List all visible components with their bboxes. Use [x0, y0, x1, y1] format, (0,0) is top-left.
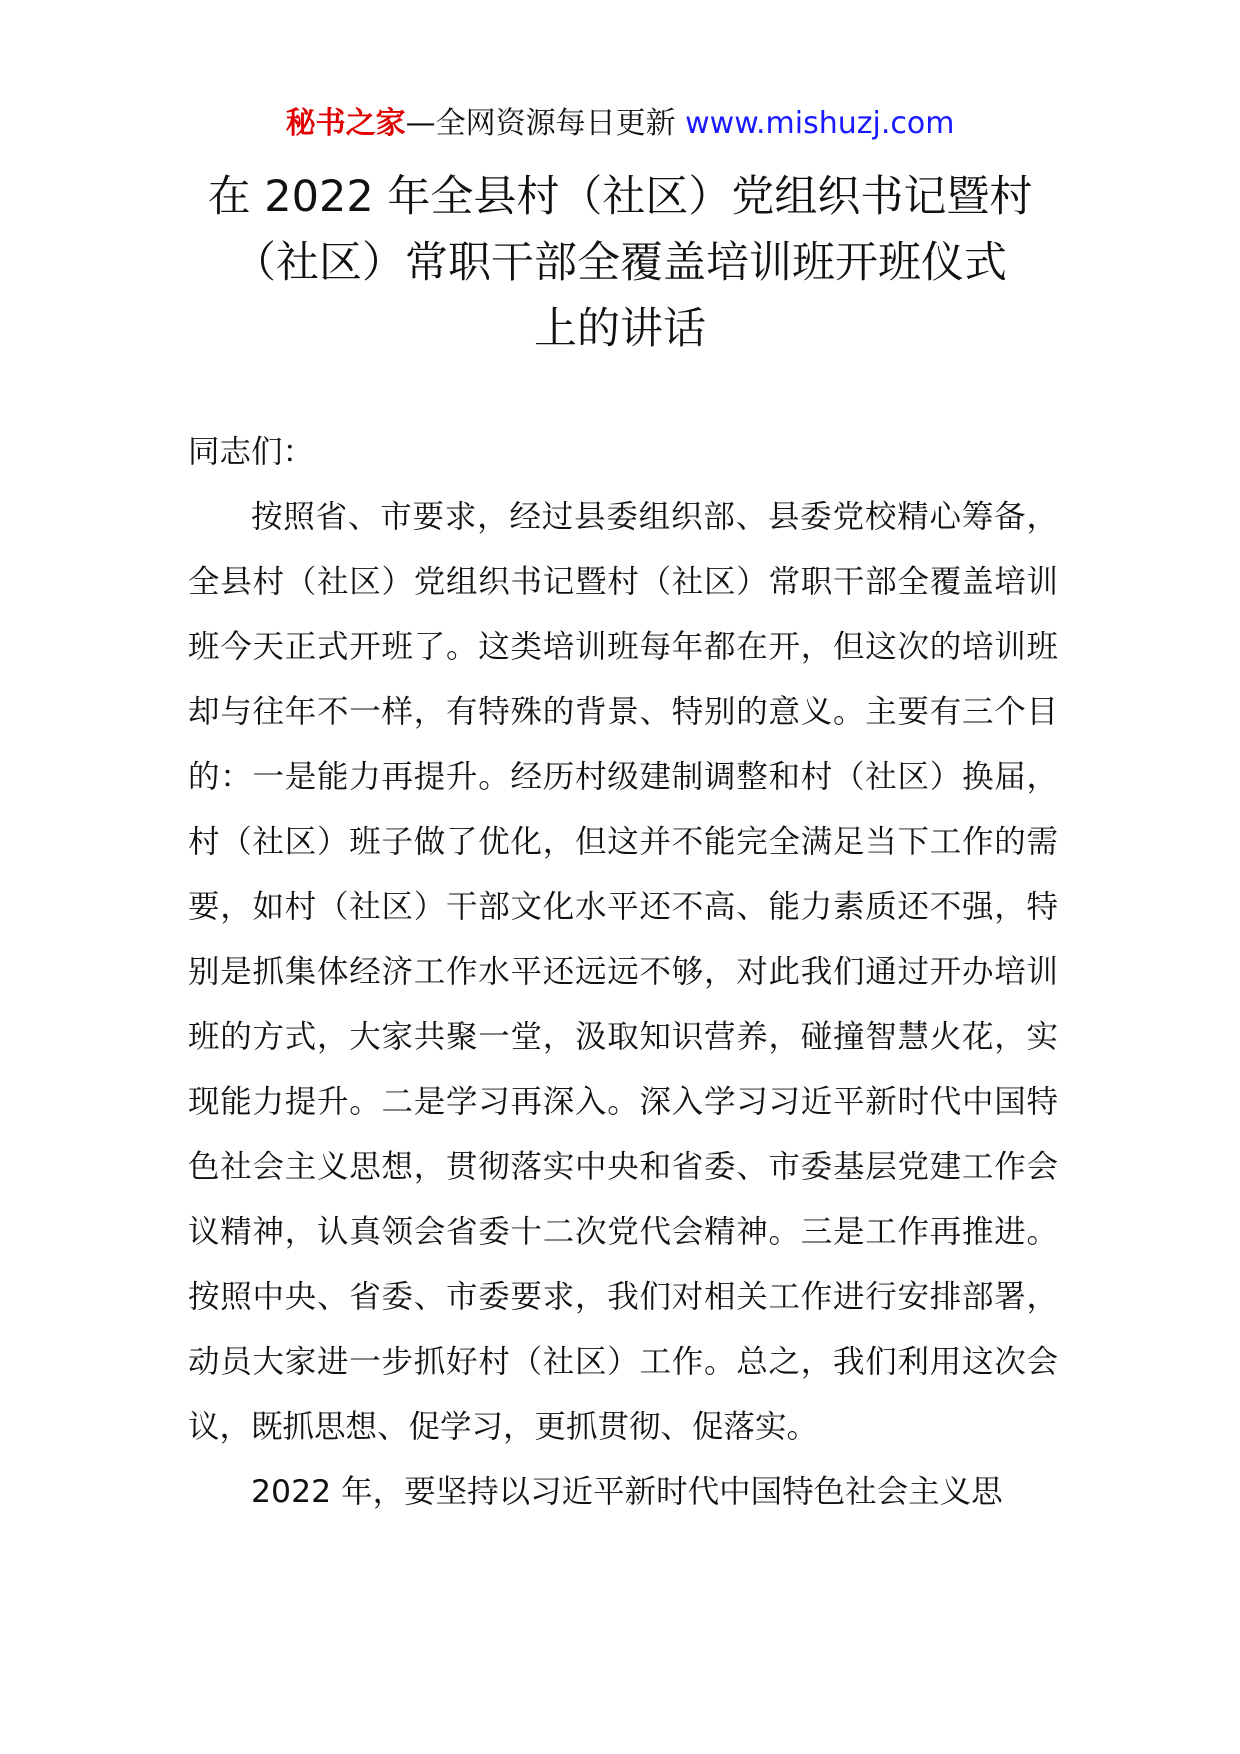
document-title — [160, 164, 1080, 362]
site-url-link[interactable]: www.mishuzj.com — [685, 106, 955, 141]
title-line-1: 在 2022 年全县村（社区）党组织书记暨村 — [207, 172, 1033, 222]
body-paragraph-1: 按照省、市要求，经过县委组织部、县委党校精心筹备，全县村（社区）党组织书记暨村（社区）常职干部全覆盖培训班今天正式开班了。这类培训班每年都在开，但这次的培训班却与往年不一样，有特殊的背景、特别的意义。主要有三个目的：一是能力再提升。经历村级建制调整和村（社区）换届，村（社区）班子做了优化，但这并不能完全满足当下工作的需要，如村（社区）干部文化水平还不高、能力素质还不强，特别是抓集体经济工作水平还远远不够，对此我们通过开办培训班的方式，大家共聚一堂，汲取知识营养，碰撞智慧火花，实现能力提升。二是学习再深入。深入学习习近平新时代中国特色社会主义思想，贯彻落实中央和省委、市委基层党建工作会议精神，认真领会省委十二次党代会精神。三是工作再推进。按照中央、省委、市委要求，我们对相关工作进行安排部署，动员大家进一步抓好村（社区）工作。总之，我们利用这次会议，既抓思想、促学习，更抓贯彻、促落实。 — [188, 499, 1058, 1445]
document-body — [188, 420, 1058, 1525]
title-line-3: 上的讲话 — [534, 304, 706, 354]
header-tagline: —全网资源每日更新 — [405, 106, 676, 141]
brand-name: 秘书之家 — [285, 106, 406, 141]
site-header — [0, 100, 1240, 148]
title-line-2: （社区）常职干部全覆盖培训班开班仪式 — [233, 238, 1007, 288]
salutation: 同志们： — [188, 434, 315, 470]
body-paragraph-2: 2022 年，要坚持以习近平新时代中国特色社会主义思 — [251, 1474, 1003, 1510]
